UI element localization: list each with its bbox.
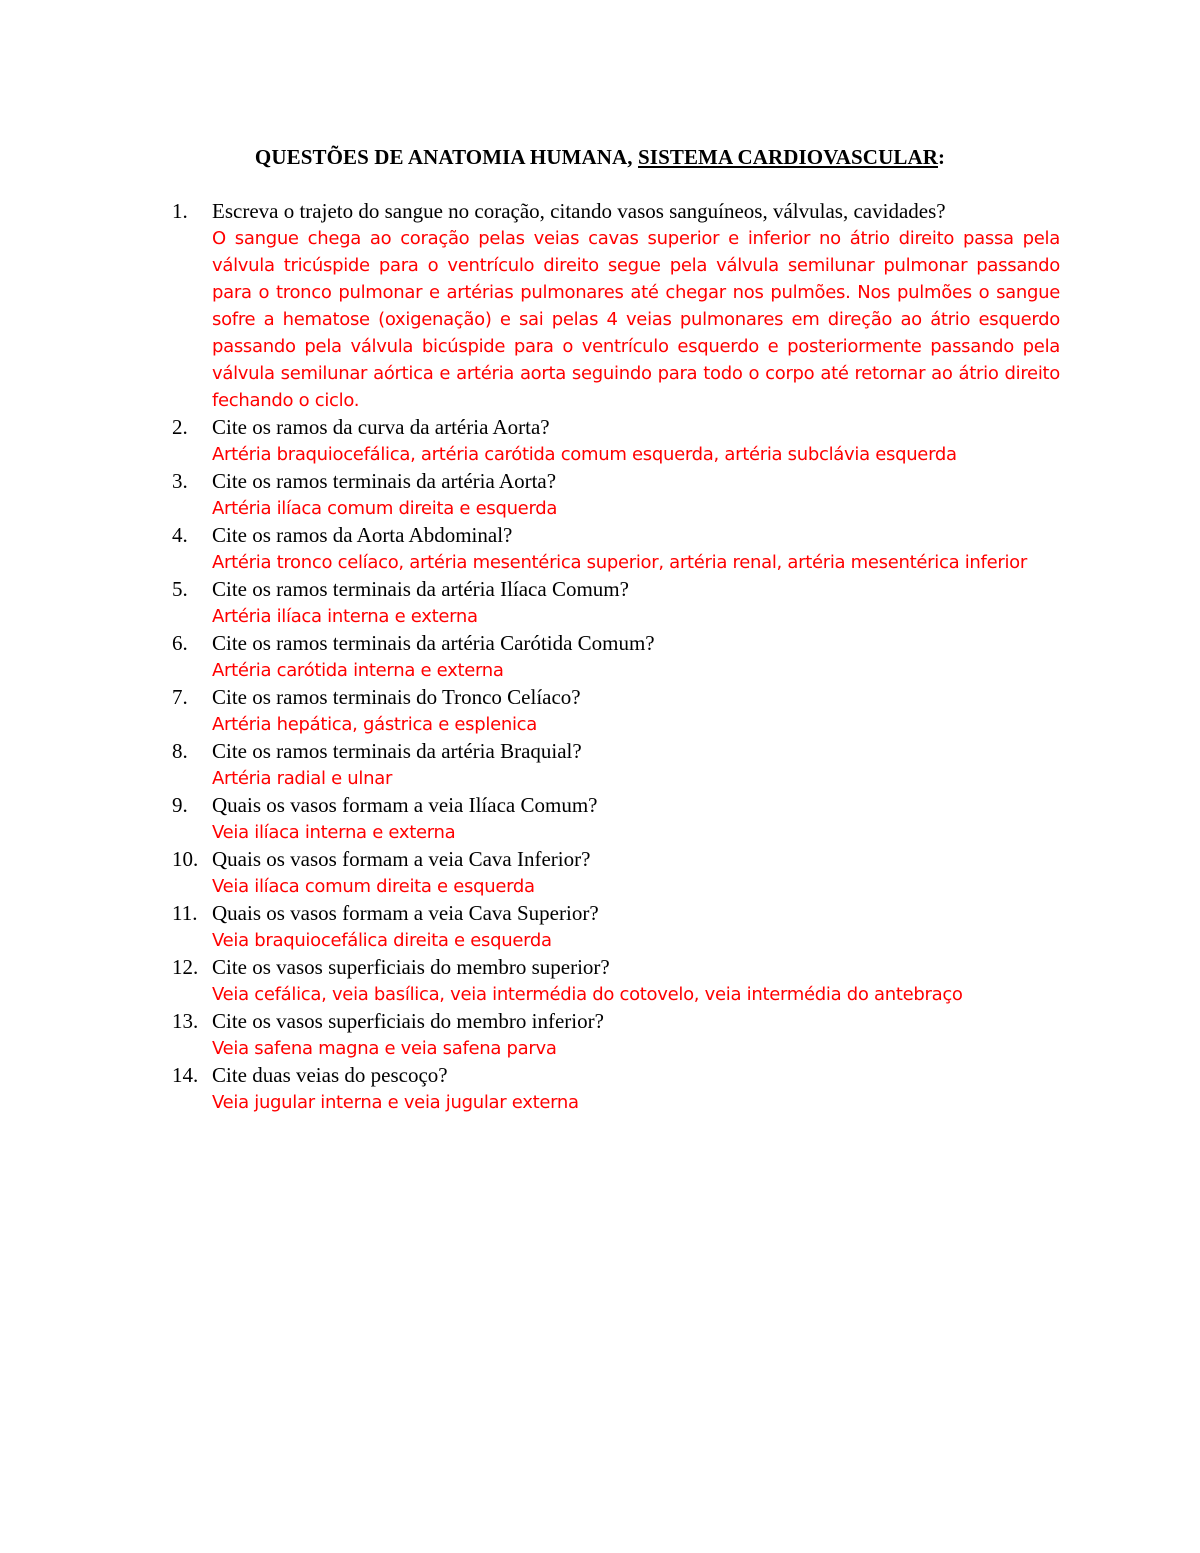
question-number: 1. xyxy=(172,199,188,223)
question-item xyxy=(172,468,1060,522)
page-title xyxy=(0,143,1200,171)
question-text: Quais os vasos formam a veia Ilíaca Comum? xyxy=(212,793,598,817)
question-item xyxy=(172,846,1060,900)
question-item xyxy=(172,792,1060,846)
question-text: Cite os ramos da curva da artéria Aorta? xyxy=(212,415,550,439)
answer-text: Artéria radial e ulnar xyxy=(212,768,393,789)
question-number: 2. xyxy=(172,415,188,439)
answer-text: Veia braquiocefálica direita e esquerda xyxy=(212,930,552,951)
question-number: 9. xyxy=(172,793,188,817)
question-text: Cite os vasos superficiais do membro superior? xyxy=(212,955,610,979)
answer-text: O sangue chega ao coração pelas veias cavas superior e inferior no átrio direito passa pela válvula tricúspide para o ventrículo direito segue pela válvula semilunar pulmonar passando para o tronco pulmonar e artérias pulmonares até chegar nos pulmões. Nos pulmões o sangue sofre a hematose (oxigenação) e sai pelas 4 veias pulmonares em direção ao átrio esquerdo passando pela válvula bicúspide para o ventrículo esquerdo e posteriormente passando pela válvula semilunar aórtica e artéria aorta seguindo para todo o corpo até retornar ao átrio direito fechando o ciclo. xyxy=(212,228,1060,411)
answer-text: Veia ilíaca comum direita e esquerda xyxy=(212,876,535,897)
answer-text: Veia safena magna e veia safena parva xyxy=(212,1038,557,1059)
answer-text: Artéria hepática, gástrica e esplenica xyxy=(212,714,537,735)
answer-text: Veia ilíaca interna e externa xyxy=(212,822,456,843)
question-number: 7. xyxy=(172,685,188,709)
question-number: 4. xyxy=(172,523,188,547)
question-item xyxy=(172,576,1060,630)
question-item xyxy=(172,684,1060,738)
question-text: Cite duas veias do pescoço? xyxy=(212,1063,448,1087)
question-text: Quais os vasos formam a veia Cava Superior? xyxy=(212,901,599,925)
question-item xyxy=(172,198,1060,414)
question-text: Cite os ramos da Aorta Abdominal? xyxy=(212,523,513,547)
answer-text: Veia cefálica, veia basílica, veia intermédia do cotovelo, veia intermédia do antebraço xyxy=(212,984,963,1005)
title-underlined-text: SISTEMA CARDIOVASCULAR xyxy=(638,145,938,169)
question-number: 5. xyxy=(172,577,188,601)
answer-text: Artéria tronco celíaco, artéria mesentérica superior, artéria renal, artéria mesentérica inferior xyxy=(212,552,1027,573)
question-text: Escreva o trajeto do sangue no coração, citando vasos sanguíneos, válvulas, cavidades? xyxy=(212,199,946,223)
question-text: Cite os ramos terminais da artéria Carótida Comum? xyxy=(212,631,655,655)
answer-text: Artéria ilíaca interna e externa xyxy=(212,606,478,627)
question-text: Quais os vasos formam a veia Cava Inferior? xyxy=(212,847,591,871)
question-item xyxy=(172,738,1060,792)
answer-text: Artéria braquiocefálica, artéria carótida comum esquerda, artéria subclávia esquerda xyxy=(212,444,957,465)
title-text: QUESTÕES DE ANATOMIA HUMANA, xyxy=(254,145,639,169)
question-number: 12. xyxy=(172,955,199,979)
question-list xyxy=(172,198,1060,1116)
question-item xyxy=(172,900,1060,954)
question-item xyxy=(172,954,1060,1008)
question-item xyxy=(172,522,1060,576)
question-item xyxy=(172,1062,1060,1116)
question-number: 11. xyxy=(172,901,198,925)
question-text: Cite os ramos terminais do Tronco Celíaco? xyxy=(212,685,581,709)
question-item xyxy=(172,630,1060,684)
question-number: 13. xyxy=(172,1009,199,1033)
question-number: 8. xyxy=(172,739,188,763)
question-text: Cite os ramos terminais da artéria Ilíaca Comum? xyxy=(212,577,629,601)
question-number: 3. xyxy=(172,469,188,493)
question-item xyxy=(172,414,1060,468)
question-item xyxy=(172,1008,1060,1062)
answer-text: Artéria ilíaca comum direita e esquerda xyxy=(212,498,558,519)
question-text: Cite os ramos terminais da artéria Braquial? xyxy=(212,739,582,763)
question-number: 14. xyxy=(172,1063,199,1087)
answer-text: Artéria carótida interna e externa xyxy=(212,660,504,681)
question-text: Cite os vasos superficiais do membro inferior? xyxy=(212,1009,604,1033)
question-text: Cite os ramos terminais da artéria Aorta? xyxy=(212,469,557,493)
question-number: 10. xyxy=(172,847,199,871)
answer-text: Veia jugular interna e veia jugular externa xyxy=(212,1092,579,1113)
title-colon: : xyxy=(937,145,946,169)
question-number: 6. xyxy=(172,631,188,655)
